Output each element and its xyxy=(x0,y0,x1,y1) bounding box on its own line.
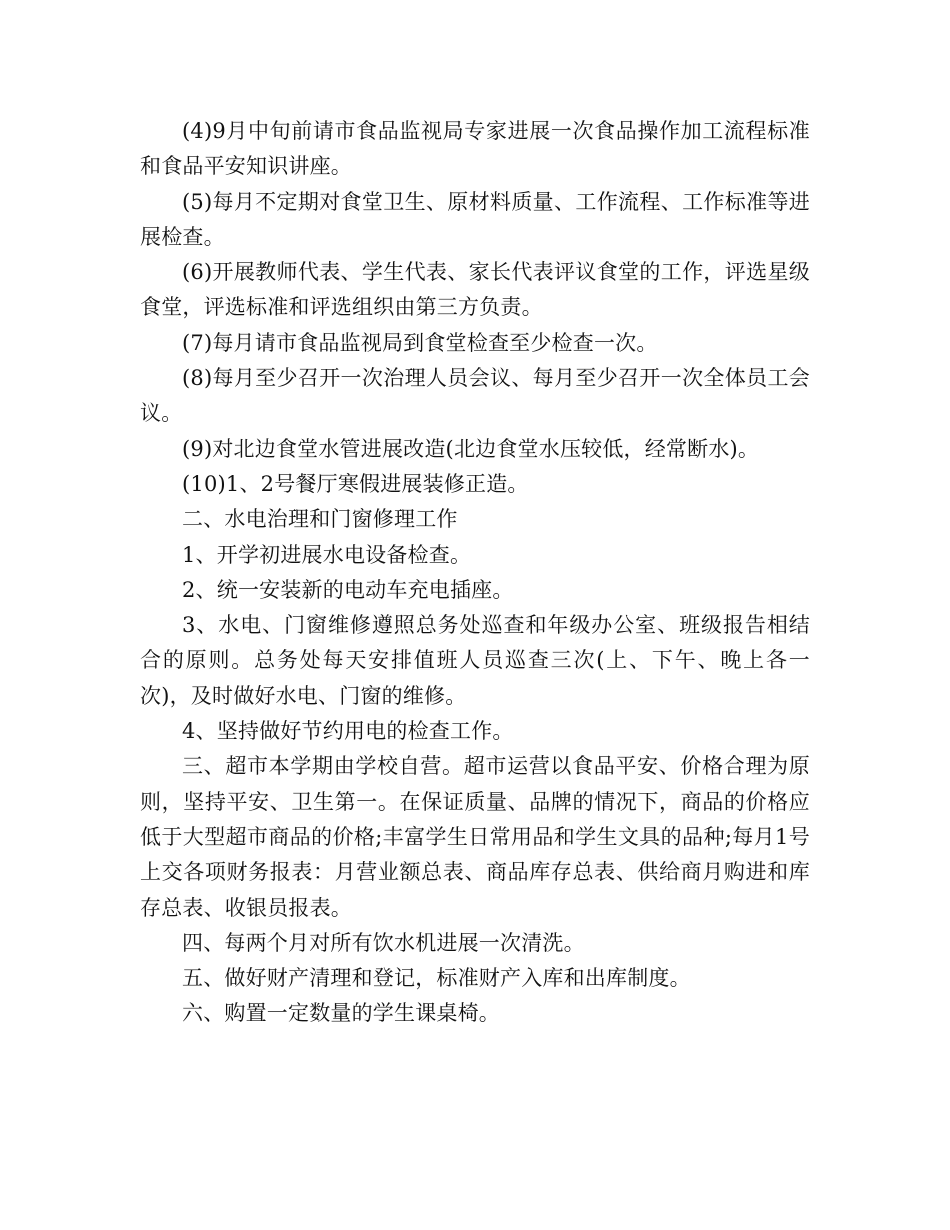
paragraph-item-6: (6)开展教师代表、学生代表、家长代表评议食堂的工作，评选星级食堂，评选标准和评选组织由第三方负责。 xyxy=(140,260,810,320)
utilities-item-4: 4、坚持做好节约用电的检查工作。 xyxy=(182,719,514,744)
paragraph-item-9: (9)对北边食堂水管进展改造(北边食堂水压较低，经常断水)。 xyxy=(182,436,760,461)
section-heading-utilities: 二、水电治理和门窗修理工作 xyxy=(182,507,458,532)
utilities-item-2: 2、统一安装新的电动车充电插座。 xyxy=(182,577,514,602)
utilities-item-3: 3、水电、门窗维修遵照总务处巡查和年级办公室、班级报告相结合的原则。总务处每天安排值班人员巡查三次(上、下午、晚上各一次)，及时做好水电、门窗的维修。 xyxy=(140,613,810,708)
paragraph-item-8: (8)每月至少召开一次治理人员会议、每月至少召开一次全体员工会议。 xyxy=(140,366,810,426)
section-property-registration: 五、做好财产清理和登记，标准财产入库和出库制度。 xyxy=(182,966,691,991)
section-supermarket: 三、超市本学期由学校自营。超市运营以食品平安、价格合理为原则，坚持平安、卫生第一。在保证质量、品牌的情况下，商品的价格应低于大型超市商品的价格;丰富学生日常用品和学生文具的品种;每月1号上交各项财务报表：月营业额总表、商品库存总表、供给商月购进和库存总表、收银员报表。 xyxy=(140,754,810,920)
section-desks-chairs: 六、购置一定数量的学生课桌椅。 xyxy=(182,1001,500,1026)
paragraph-item-4: (4)9月中旬前请市食品监视局专家进展一次食品操作加工流程标准和食品平安知识讲座。 xyxy=(140,119,810,179)
section-water-dispensers: 四、每两个月对所有饮水机进展一次清洗。 xyxy=(182,930,585,955)
utilities-item-1: 1、开学初进展水电设备检查。 xyxy=(182,542,472,567)
document-body xyxy=(140,114,810,1032)
paragraph-item-5: (5)每月不定期对食堂卫生、原材料质量、工作流程、工作标准等进展检查。 xyxy=(140,189,810,249)
paragraph-item-7: (7)每月请市食品监视局到食堂检查至少检查一次。 xyxy=(182,330,658,355)
paragraph-item-10: (10)1、2号餐厅寒假进展装修正造。 xyxy=(182,471,529,496)
